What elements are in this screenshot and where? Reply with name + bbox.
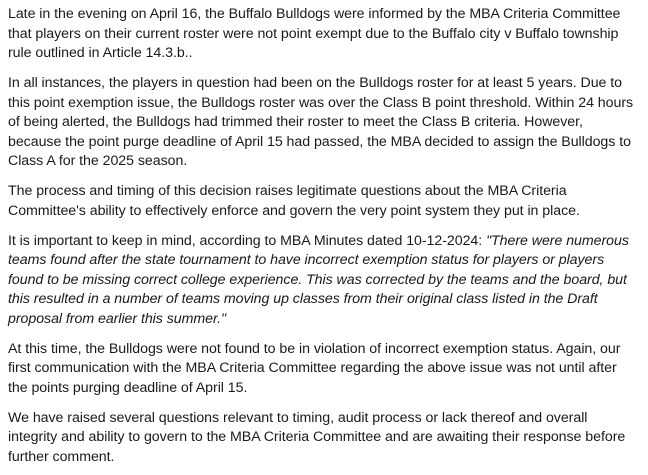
paragraph-roster-history: In all instances, the players in question had been on the Bulldogs roster for at least 5 years. Due to this point exemption issue, the Bulldogs roster was over the Class B point threshold. Within 24 hours of being alerted, the Bulldogs had trimmed their roster to meet the Class B criteria. However, because the point purge deadline of April 15 had passed, the MBA decided to assign the Bulldogs to Class A for the 2025 season. — [8, 75, 634, 169]
paragraph-exemption-status: At this time, the Bulldogs were not found to be in violation of incorrect exemption status. Again, our first communication with the MBA Criteria Committee regarding the above issue was not until after the points purging deadline of April 15. — [8, 340, 621, 396]
paragraph-process-questions: The process and timing of this decision raises legitimate questions about the MBA Criteria Committee's ability to effectively enforce and govern the very point system they put in place. — [8, 183, 580, 219]
minutes-quote: "There were numerous teams found after the state tournament to have incorrect exemption status for players or players found to be missing correct college experience. This was corrected by the teams and the board, but this resulted in a number of teams moving up classes from their original class listed in the Draft proposal from earlier this summer." — [8, 232, 629, 327]
paragraph-notification: Late in the evening on April 16, the Buffalo Bulldogs were informed by the MBA Criteria Committee that players on their current roster were not point exempt due to the Buffalo city v Buffalo township rule outlined in Article 14.3.b.. — [8, 6, 621, 61]
paragraph-mba-minutes — [8, 232, 640, 330]
paragraph-awaiting-response: We have raised several questions relevant to timing, audit process or lack thereof and overall integrity and ability to govern to the MBA Criteria Committee and are awaiting their response before further comment. — [8, 409, 626, 465]
minutes-lead-text: It is important to keep in mind, according to MBA Minutes dated 10-12-2024: — [8, 232, 487, 249]
